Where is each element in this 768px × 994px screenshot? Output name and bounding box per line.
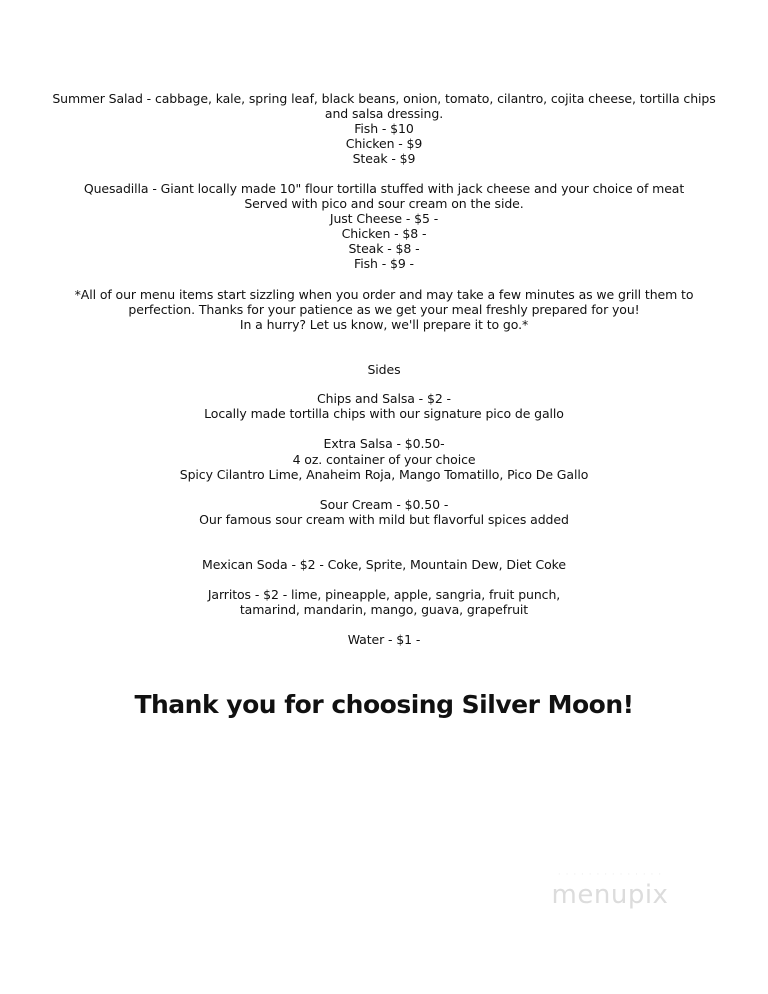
sides-heading: Sides xyxy=(367,362,401,377)
jarritos-flavors: tamarind, mandarin, mango, guava, grapefruit xyxy=(239,602,529,617)
summer-salad-option-chicken: Chicken - $9 xyxy=(345,136,423,151)
quesadilla-description-cont: Served with pico and sour cream on the side. xyxy=(244,196,524,211)
thank-you-heading: Thank you for choosing Silver Moon! xyxy=(134,690,634,719)
quesadilla-option-chicken: Chicken - $8 - xyxy=(341,226,427,241)
watermark-logo xyxy=(520,870,700,910)
extra-salsa-title: Extra Salsa - $0.50- xyxy=(323,436,445,451)
quesadilla-option-cheese: Just Cheese - $5 - xyxy=(329,211,439,226)
notice-line-3: In a hurry? Let us know, we'll prepare it to go.* xyxy=(239,317,529,332)
water-item: Water - $1 - xyxy=(347,632,421,647)
watermark-dots: · · · · · · · · · · · · · · xyxy=(557,870,663,880)
chips-salsa-description: Locally made tortilla chips with our signature pico de gallo xyxy=(204,406,564,421)
summer-salad-option-steak: Steak - $9 xyxy=(352,151,416,166)
jarritos-item: Jarritos - $2 - lime, pineapple, apple, sangria, fruit punch, xyxy=(207,587,561,602)
quesadilla-option-steak: Steak - $8 - xyxy=(348,241,420,256)
extra-salsa-flavors: Spicy Cilantro Lime, Anaheim Roja, Mango Tomatillo, Pico De Gallo xyxy=(179,467,589,482)
extra-salsa-description: 4 oz. container of your choice xyxy=(292,452,476,467)
sour-cream-title: Sour Cream - $0.50 - xyxy=(319,497,449,512)
mexican-soda-item: Mexican Soda - $2 - Coke, Sprite, Mountain Dew, Diet Coke xyxy=(202,557,566,572)
sour-cream-description: Our famous sour cream with mild but flavorful spices added xyxy=(199,512,569,527)
summer-salad-option-fish: Fish - $10 xyxy=(354,121,414,136)
quesadilla-option-fish: Fish - $9 - xyxy=(354,256,414,271)
watermark-text: menupix xyxy=(551,880,669,910)
summer-salad-description: Summer Salad - cabbage, kale, spring leaf, black beans, onion, tomato, cilantro, cojita cheese, tortilla chips xyxy=(52,91,716,106)
summer-salad-description-cont: and salsa dressing. xyxy=(324,106,444,121)
notice-line-1: *All of our menu items start sizzling when you order and may take a few minutes as we grill them to xyxy=(74,287,694,302)
notice-line-2: perfection. Thanks for your patience as we get your meal freshly prepared for you! xyxy=(128,302,640,317)
chips-salsa-title: Chips and Salsa - $2 - xyxy=(317,391,451,406)
quesadilla-description: Quesadilla - Giant locally made 10" flour tortilla stuffed with jack cheese and your choice of meat xyxy=(83,181,685,196)
